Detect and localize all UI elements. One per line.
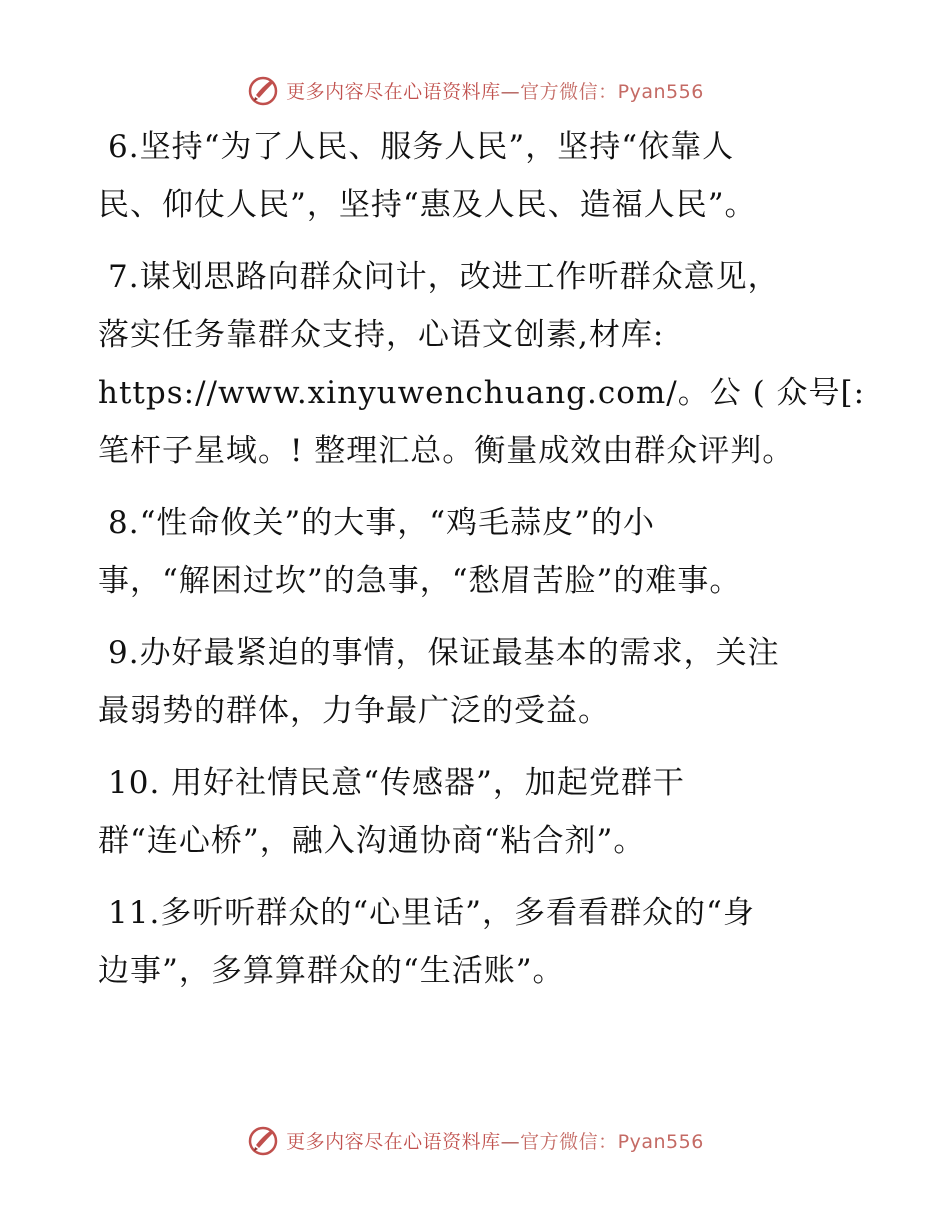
paragraph-line: 落实任务靠群众支持，心语文创素,材库: bbox=[98, 317, 665, 353]
banner-text: 更多内容尽在心语资料库—官方微信：Pyan556 bbox=[286, 80, 704, 103]
paragraph-line: 事，“解困过坎”的急事，“愁眉苦脸”的难事。 bbox=[98, 563, 742, 599]
paragraph-line: 群“连心桥”，融入沟通协商“粘合剂”。 bbox=[98, 823, 646, 859]
paragraph-line: 民、仰仗人民”，坚持“惠及人民、造福人民”。 bbox=[98, 187, 757, 223]
header-banner bbox=[0, 70, 950, 110]
paragraph-10 bbox=[98, 754, 858, 870]
paragraph-line: 9.办好最紧迫的事情，保证最基本的需求，关注 bbox=[108, 635, 780, 671]
paragraph-line: 笔杆子星域。! 整理汇总。衡量成效由群众评判。 bbox=[98, 433, 795, 469]
paragraph-line: 11.多听听群众的“心里话”，多看看群众的“身 bbox=[108, 895, 755, 931]
paragraph-8 bbox=[98, 494, 858, 610]
paragraph-line: 边事”，多算算群众的“生活账”。 bbox=[98, 953, 565, 989]
document-body bbox=[98, 118, 866, 1014]
brush-logo-icon bbox=[246, 73, 280, 107]
paragraph-line: 最弱势的群体，力争最广泛的受益。 bbox=[98, 693, 610, 729]
paragraph-line: 6.坚持“为了人民、服务人民”，坚持“依靠人 bbox=[108, 129, 735, 165]
paragraph-line: 8.“性命攸关”的大事，“鸡毛蒜皮”的小 bbox=[108, 505, 655, 541]
paragraph-6 bbox=[98, 118, 858, 234]
paragraph-11 bbox=[98, 884, 858, 1000]
paragraph-line: https://www.xinyuwenchuang.com/。公 ( 众号[: bbox=[98, 375, 866, 411]
paragraph-9 bbox=[98, 624, 858, 740]
paragraph-line: 7.谋划思路向群众问计，改进工作听群众意见， bbox=[108, 259, 780, 295]
paragraph-line: 10. 用好社情民意“传感器”，加起党群干 bbox=[108, 765, 685, 801]
paragraph-7 bbox=[98, 248, 866, 480]
brush-logo-icon bbox=[246, 1123, 280, 1157]
footer-banner bbox=[0, 1120, 950, 1160]
banner-text: 更多内容尽在心语资料库—官方微信：Pyan556 bbox=[286, 1130, 704, 1153]
